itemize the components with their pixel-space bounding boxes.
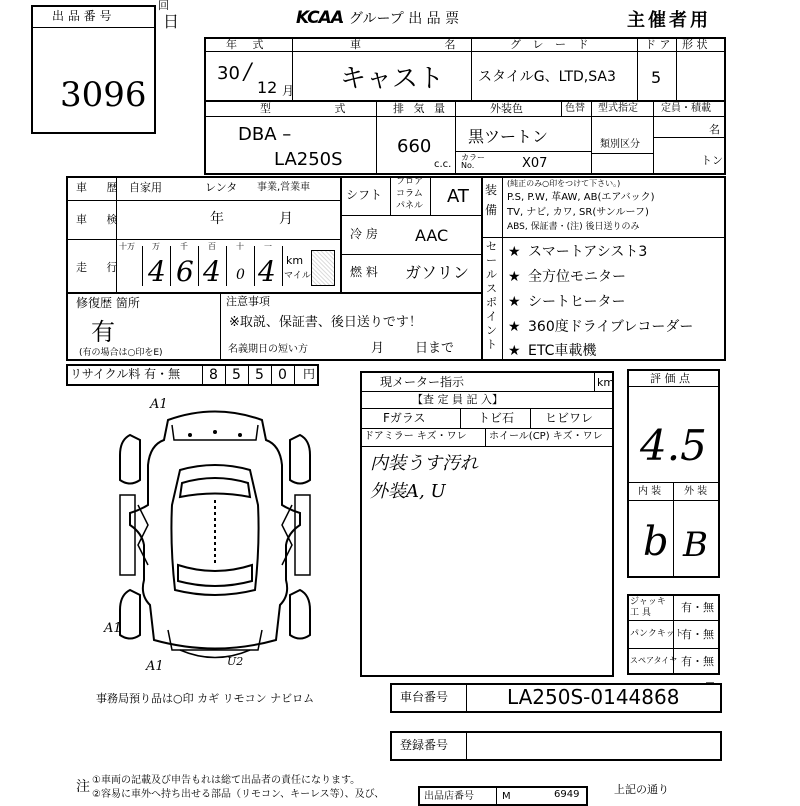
sheet-title: . グループ 出 品 票 <box>340 11 460 27</box>
km-label: km <box>286 254 304 267</box>
sales-point: 全方位モニター <box>528 269 626 285</box>
exterior-label: 外 装 <box>684 486 708 497</box>
chassis-label: 車台番号 <box>400 690 449 704</box>
capacity-unit-tons: トン <box>701 154 723 167</box>
mileage-digit: 4 <box>148 255 166 288</box>
mile-label: マイル <box>284 271 311 281</box>
fuel-value: ガソリン <box>405 263 470 282</box>
damage-mark-bumper: U2 <box>227 655 244 668</box>
recycle-digit: 5 <box>255 367 264 383</box>
footer-line-1: ①車両の記載及び申告もれは総て出品者の責任になります。 <box>92 775 361 786</box>
mileage-digit: 4 <box>203 255 221 288</box>
grade: スタイルG、LTD,SA3 <box>478 69 616 85</box>
digit-label-1k: 千 <box>180 242 188 251</box>
recycle-label: リサイクル料 有・無 <box>70 367 181 381</box>
digit-label-1: 一 <box>264 242 272 251</box>
equipment-line-1: P.S, P.W, 革AW, AB(エアバック) <box>507 192 655 203</box>
shape-label: 形 状 <box>682 38 708 51</box>
history-label: 車 歴 <box>76 181 126 194</box>
repair-note: (有の場合は○印をE) <box>79 348 163 358</box>
exterior-score: B <box>683 525 708 565</box>
digit-label-100: 百 <box>208 242 216 251</box>
crack-label: ヒビワレ <box>545 411 594 425</box>
shift-label: シフト <box>346 188 383 202</box>
lot-number-label: 出 品 番 号 <box>52 9 112 23</box>
interior-label: 内 装 <box>638 486 662 497</box>
name-label: 車 名 <box>350 38 496 51</box>
model-label: 型 式 <box>260 102 376 115</box>
car-diagram <box>90 395 340 680</box>
sales-point: スマートアシスト3 <box>528 244 648 260</box>
shift-option-column: コラム <box>396 189 423 199</box>
shift-value: AT <box>447 186 469 207</box>
exterior-color: 黒ツートン <box>468 127 549 146</box>
sales-point: シートヒーター <box>528 294 626 310</box>
color-code: X07 <box>522 156 548 171</box>
damage-mark-door: A1 <box>104 621 122 636</box>
jack-value: 有・無 <box>681 601 714 614</box>
inspection-year-unit: 年 <box>210 211 224 227</box>
color-code-label: カラー No. <box>461 153 485 170</box>
shift-option-panel: パネル <box>396 201 424 211</box>
wheel-label: ホイール(CP) キズ・ワレ <box>489 431 603 442</box>
capacity-label: 定員・積載 <box>661 103 711 114</box>
star-icon: ★ <box>508 319 521 335</box>
items-held: 事務局預り品は○印 カギ リモコン ナビロム <box>96 692 315 705</box>
sales-points-label: セールスポイント <box>486 240 497 351</box>
puncture-label: パンクキット <box>630 629 684 639</box>
overall-score: 4.5 <box>640 421 707 470</box>
meter-label: 現メーター指示 <box>380 375 465 389</box>
equipment-note: (純正のみ○印をつけて下さい。) <box>507 179 621 188</box>
inspection-month-unit: 月 <box>279 211 293 227</box>
recycle-digit: 8 <box>209 367 218 383</box>
inspector-label: 【査 定 員 記 入】 <box>412 393 503 406</box>
store-number: 6949 <box>554 789 580 800</box>
inspection-label: 車 検 <box>76 213 126 226</box>
doors: 5 <box>651 68 662 87</box>
cc-label: 排 気 量 <box>393 102 448 115</box>
mileage-digit: 0 <box>236 267 245 283</box>
glass-label: Fガラス <box>383 411 426 425</box>
doors-label: ド ア <box>645 38 671 51</box>
spare-label: スペアタイヤ <box>630 656 678 665</box>
footer-note-mark: 注 <box>76 779 90 795</box>
star-icon: ★ <box>508 343 521 359</box>
history-option-private: 自家用 <box>129 181 162 194</box>
equipment-label: 装 備 <box>485 183 498 217</box>
interior-score: b <box>643 519 669 565</box>
star-icon: ★ <box>508 294 521 310</box>
score-label: 評 価 点 <box>650 372 690 385</box>
store-prefix: M <box>502 791 511 802</box>
grade-label: グ レ ー ド <box>510 38 593 51</box>
digit-label-100k: 十万 <box>119 242 135 251</box>
history-option-rental: レンタ <box>205 181 238 194</box>
digit-label-10k: 万 <box>152 242 160 251</box>
day-label: 日 <box>163 12 180 31</box>
recycle-digit: 0 <box>278 367 287 383</box>
recycle-unit: 円 <box>303 367 316 381</box>
copy-type: 主催者用 <box>627 10 711 31</box>
fuel-label: 燃 料 <box>350 265 378 279</box>
capacity-unit-persons: 名 <box>709 123 720 136</box>
recycle-digit: 5 <box>232 367 241 383</box>
notes-text: ※取説、保証書、後日送りです！ <box>229 315 422 330</box>
ac-value: AAC <box>415 226 449 245</box>
damage-mark-front: A1 <box>150 397 168 412</box>
chassis-number: LA250S-0144868 <box>507 685 680 709</box>
expiry-label: 名義期日の短い方 <box>228 344 308 355</box>
chip-label: トビ石 <box>478 411 515 425</box>
meter-unit: km <box>597 376 615 389</box>
star-icon: ★ <box>508 244 521 260</box>
year-label: 年 式 <box>226 38 270 51</box>
expiry-month: 月 <box>371 341 385 356</box>
model-year: 30 <box>217 63 240 84</box>
inspector-comment-2: 外装A, U <box>370 481 446 502</box>
displacement: 660 <box>397 136 432 157</box>
sales-point: ETC車載機 <box>528 343 597 359</box>
car-name: キャスト <box>340 64 445 94</box>
model-code: LA250S <box>274 149 343 170</box>
notes-label: 注意事項 <box>226 295 270 308</box>
sales-point: 360度ドライブレコーダー <box>528 319 694 335</box>
model-month: 12 <box>257 78 278 97</box>
mileage-digit: 6 <box>176 255 194 288</box>
footer-line-2: ②容易に車外へ持ち出せる部品（リモコン、キーレス等）、及び、 <box>92 789 385 800</box>
jack-label: ジャッキ 工 具 <box>630 597 666 618</box>
repair-label: 修復歴 箇所 <box>76 296 140 310</box>
expiry-day: 日まで <box>415 341 455 356</box>
color-change-label: 色替 <box>565 103 585 114</box>
history-option-business: 事業,営業車 <box>257 182 311 193</box>
model-prefix: DBA – <box>238 124 292 145</box>
mileage-label: 走 行 <box>76 261 126 274</box>
month-unit: 月 <box>282 84 295 98</box>
cc-unit: c.c. <box>434 159 452 170</box>
puncture-value: 有・無 <box>681 628 714 641</box>
spec-label: 型式指定 <box>598 103 638 114</box>
mileage-digit: 4 <box>258 255 276 288</box>
mirror-label: ドアミラー キズ・ワレ <box>364 431 467 442</box>
equipment-line-3: ABS, 保証書・(注) 後日送りのみ <box>507 222 640 232</box>
footer-right-text: 上記の通り <box>614 783 669 796</box>
inspector-comment-1: 内装うす汚れ <box>370 453 478 474</box>
star-icon: ★ <box>508 269 521 285</box>
store-label: 出品店番号 <box>424 791 474 802</box>
equipment-line-2: TV, ナビ, カワ, SR(サンルーフ) <box>507 207 649 218</box>
spare-value: 有・無 <box>681 655 714 668</box>
damage-mark-rear: A1 <box>146 659 164 674</box>
shift-option-floor: フロア <box>396 177 424 187</box>
corner-mark: 回 <box>158 0 169 12</box>
repair-value: 有 <box>91 318 115 346</box>
digit-label-10: 十 <box>236 242 244 251</box>
color-label: 外装色 <box>490 102 523 115</box>
registration-label: 登録番号 <box>400 738 449 752</box>
ac-label: 冷 房 <box>350 227 378 241</box>
lot-number: 3096 <box>60 75 147 115</box>
brand-logo: KCAA <box>296 8 343 28</box>
class-label: 類別区分 <box>600 139 640 150</box>
